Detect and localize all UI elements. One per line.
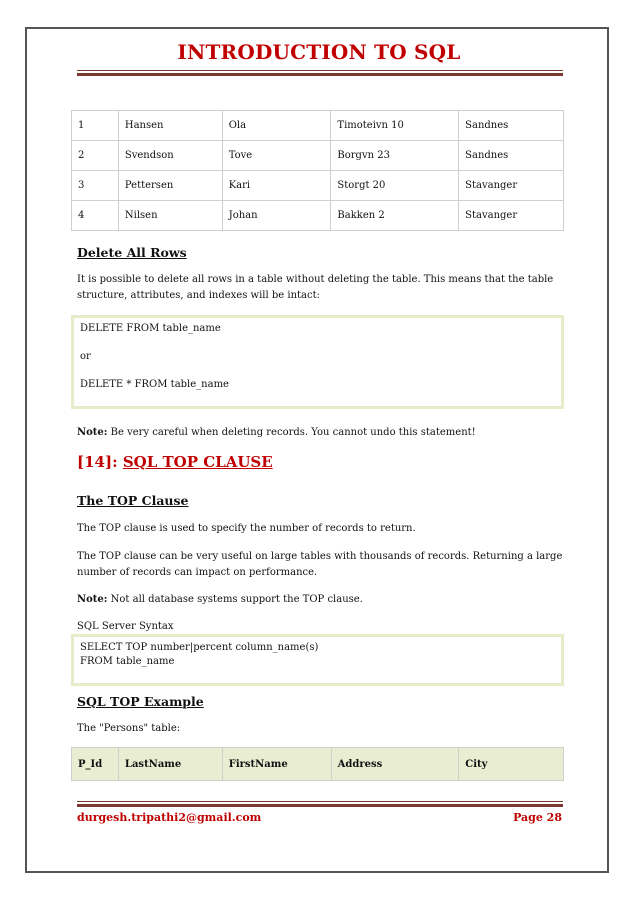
top-clause-note (77, 592, 563, 608)
note-label: Note: (77, 427, 108, 438)
table-cell: Storgt 20 (331, 171, 459, 201)
table-row (72, 171, 564, 201)
table-cell: Hansen (118, 111, 222, 141)
section-title-link[interactable]: SQL TOP CLAUSE (122, 453, 273, 471)
table-cell: Timoteivn 10 (331, 111, 459, 141)
table-cell: Sandnes (459, 141, 564, 171)
table-header-row (72, 748, 564, 781)
delete-code-box (71, 315, 564, 409)
table-row (72, 201, 564, 231)
persons-caption: The "Persons" table: (77, 723, 181, 734)
note-text: Be very careful when deleting records. You cannot undo this statement! (107, 427, 476, 438)
table-cell: Borgvn 23 (331, 141, 459, 171)
top-example-heading: SQL TOP Example (77, 694, 204, 709)
section-number: [14]: (77, 453, 123, 471)
footer-email: durgesh.tripathi2@gmail.com (77, 811, 262, 824)
note-text: Not all database systems support the TOP clause. (107, 594, 363, 605)
top-clause-para1: The TOP clause is used to specify the number of records to return. (77, 523, 416, 534)
table-row (72, 141, 564, 171)
table-cell: 4 (72, 201, 119, 231)
section-heading (77, 453, 273, 471)
top-syntax-code-box (71, 634, 564, 686)
footer-rule (77, 801, 563, 802)
table-cell: Sandnes (459, 111, 564, 141)
table-cell: Johan (222, 201, 331, 231)
top-clause-para2: The TOP clause can be very useful on large tables with thousands of records. Returning a large number of records can impact on performance. (77, 551, 563, 578)
table-cell: Stavanger (459, 201, 564, 231)
delete-all-heading: Delete All Rows (77, 245, 187, 260)
table-cell: Stavanger (459, 171, 564, 201)
top-data-table (71, 110, 564, 231)
table-cell: Nilsen (118, 201, 222, 231)
table-cell: 3 (72, 171, 119, 201)
note-label: Note: (77, 594, 108, 605)
code-line: or (80, 351, 91, 362)
column-header: Address (331, 748, 459, 781)
table-cell: Tove (222, 141, 331, 171)
top-clause-heading: The TOP Clause (77, 493, 189, 508)
title-rule-thick (77, 73, 563, 76)
code-line: DELETE * FROM table_name (80, 379, 229, 390)
delete-all-text: It is possible to delete all rows in a table without deleting the table. This means that the table structure, attributes, and indexes will be intact: (77, 274, 554, 301)
footer-page-number: Page 28 (513, 811, 562, 824)
delete-note (77, 425, 563, 441)
code-line: DELETE FROM table_name (80, 323, 221, 334)
page-title: INTRODUCTION TO SQL (177, 40, 461, 64)
persons-table-header (71, 747, 564, 781)
table-cell: Pettersen (118, 171, 222, 201)
code-line: FROM table_name (80, 656, 175, 667)
table-cell: Kari (222, 171, 331, 201)
table-row (72, 111, 564, 141)
column-header: FirstName (222, 748, 331, 781)
table-cell: 1 (72, 111, 119, 141)
title-rule (77, 70, 563, 71)
footer-rule-thick (77, 804, 563, 807)
table-cell: Svendson (118, 141, 222, 171)
table-cell: Bakken 2 (331, 201, 459, 231)
column-header: City (459, 748, 564, 781)
table-cell: 2 (72, 141, 119, 171)
table-cell: Ola (222, 111, 331, 141)
syntax-label: SQL Server Syntax (77, 621, 174, 632)
code-line: SELECT TOP number|percent column_name(s) (80, 642, 319, 653)
column-header: LastName (118, 748, 222, 781)
column-header: P_Id (72, 748, 119, 781)
